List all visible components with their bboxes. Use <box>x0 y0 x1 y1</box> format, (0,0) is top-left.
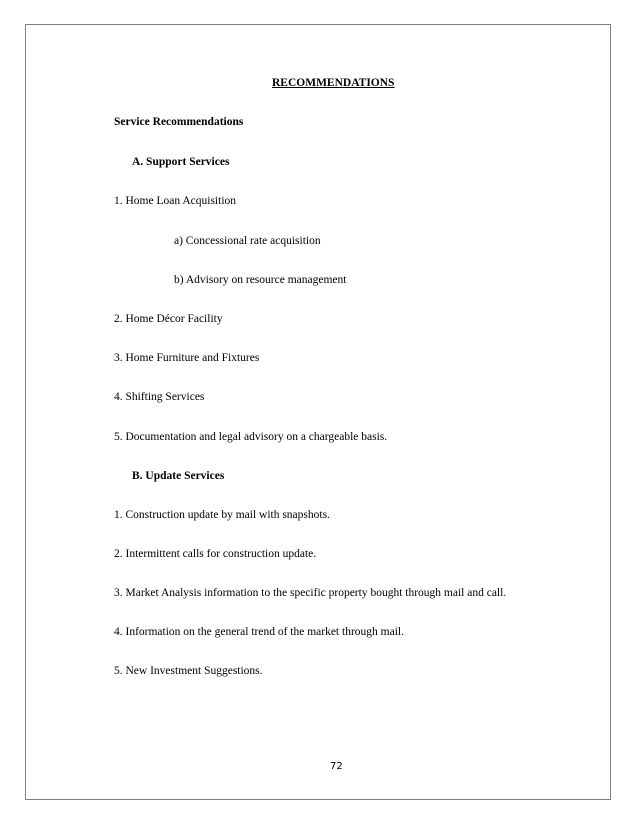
support-services-heading: A. Support Services <box>132 156 230 168</box>
list-item: 2. Intermittent calls for construction update. <box>114 548 317 560</box>
page-number: 72 <box>330 761 343 772</box>
list-item: 1. Construction update by mail with snapshots. <box>114 509 330 521</box>
list-item: 5. Documentation and legal advisory on a chargeable basis. <box>114 431 388 443</box>
list-item: 5. New Investment Suggestions. <box>114 665 263 677</box>
page-title: RECOMMENDATIONS <box>272 77 395 89</box>
update-services-heading: B. Update Services <box>132 470 225 482</box>
list-item: 3. Home Furniture and Fixtures <box>114 352 260 364</box>
section-heading: Service Recommendations <box>114 116 244 128</box>
list-item: 1. Home Loan Acquisition <box>114 195 237 207</box>
list-item: 4. Information on the general trend of the market through mail. <box>114 626 404 638</box>
list-item: 3. Market Analysis information to the specific property bought through mail and call. <box>114 587 507 599</box>
list-subitem: b) Advisory on resource management <box>174 274 347 286</box>
list-item: 2. Home Décor Facility <box>114 313 223 325</box>
page-border <box>25 24 611 800</box>
list-item: 4. Shifting Services <box>114 391 205 403</box>
list-subitem: a) Concessional rate acquisition <box>174 235 321 247</box>
